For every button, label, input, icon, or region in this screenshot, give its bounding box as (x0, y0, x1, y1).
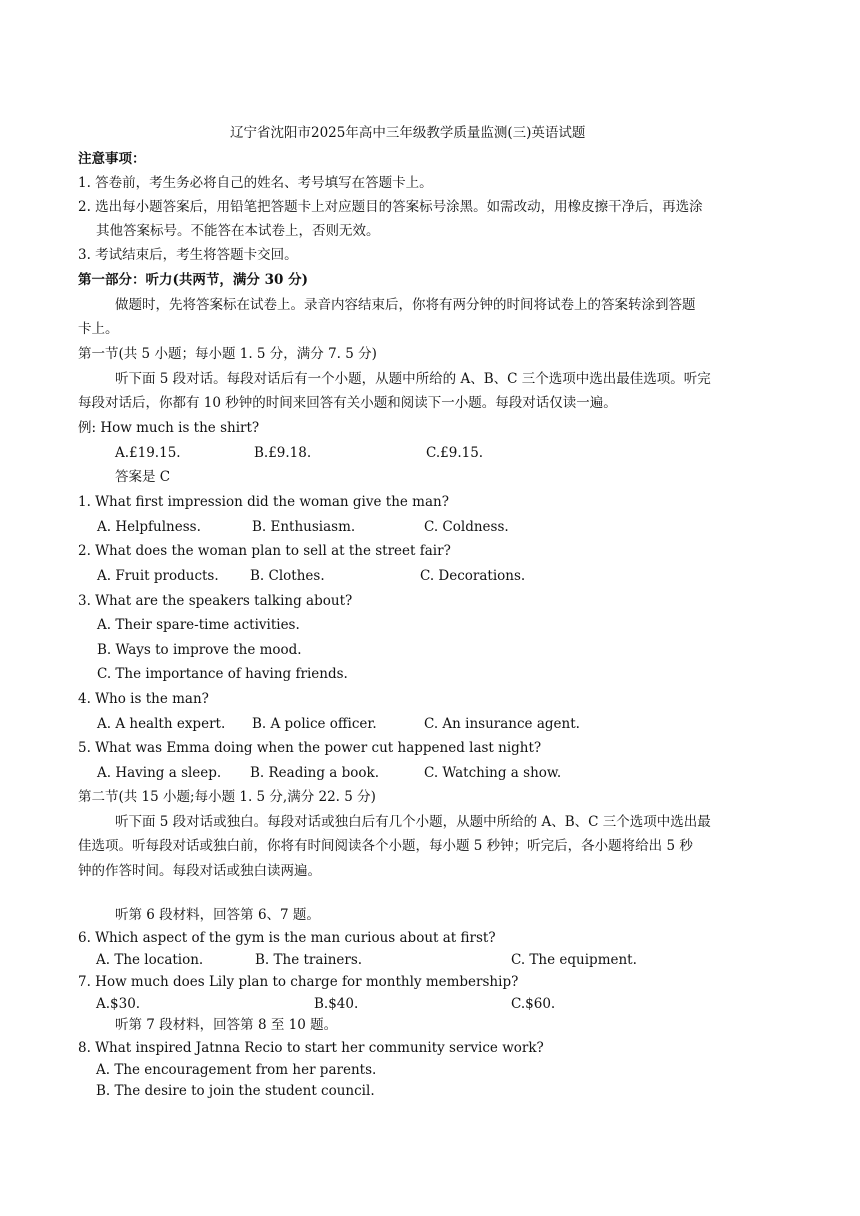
q8-option-b: B. The desire to join the student council. (96, 1083, 375, 1099)
q8-option-a: A. The encouragement from her parents. (96, 1062, 377, 1078)
section1-heading: 第一节(共 5 小题；每小题 1. 5 分，满分 7. 5 分) (78, 346, 377, 362)
q6-option-c: C. The equipment. (511, 952, 637, 968)
q7-option-c: C.$60. (511, 996, 556, 1012)
part1-intro-continued: 卡上。 (78, 321, 119, 337)
question-7: 7. How much does Lily plan to charge for monthly membership? (78, 974, 519, 990)
q5-option-a: A. Having a sleep. (97, 765, 222, 781)
q4-option-c: C. An insurance agent. (424, 716, 580, 732)
question-5: 5. What was Emma doing when the power cut happened last night? (78, 740, 542, 756)
q4-option-a: A. A health expert. (97, 716, 226, 732)
q7-option-b: B.$40. (314, 996, 359, 1012)
section2-instructions-continued: 佳选项。听每段对话或独白前，你将有时间阅读各个小题，每小题 5 秒钟；听完后，各小题将给出 5 秒 (78, 838, 693, 854)
notice-heading: 注意事项： (78, 151, 146, 167)
notice-item-continued: 其他答案标号。不能答在本试卷上，否则无效。 (96, 223, 380, 239)
q1-option-b: B. Enthusiasm. (252, 519, 356, 535)
material-6-heading: 听第 6 段材料，回答第 6、7 题。 (115, 907, 320, 923)
part1-heading: 第一部分：听力(共两节，满分 30 分) (78, 272, 308, 288)
example-answer: 答案是 C (115, 469, 171, 485)
question-6: 6. Which aspect of the gym is the man curious about at first? (78, 930, 496, 946)
part1-intro: 做题时，先将答案标在试卷上。录音内容结束后，你将有两分钟的时间将试卷上的答案转涂到答题 (115, 297, 696, 313)
example-option-a: A.£19.15. (115, 445, 181, 461)
question-1: 1. What first impression did the woman give the man? (78, 494, 449, 510)
question-4: 4. Who is the man? (78, 691, 209, 707)
page-title: 辽宁省沈阳市2025年高中三年级教学质量监测(三)英语试题 (230, 125, 586, 141)
q5-option-b: B. Reading a book. (250, 765, 380, 781)
notice-item: 1. 答卷前，考生务必将自己的姓名、考号填写在答题卡上。 (78, 175, 433, 191)
notice-item: 3. 考试结束后，考生将答题卡交回。 (78, 247, 298, 263)
q4-option-b: B. A police officer. (252, 716, 377, 732)
section2-heading: 第二节(共 15 小题;每小题 1. 5 分,满分 22. 5 分) (78, 789, 376, 805)
material-7-heading: 听第 7 段材料，回答第 8 至 10 题。 (115, 1017, 338, 1033)
notice-item: 2. 选出每小题答案后，用铅笔把答题卡上对应题目的答案标号涂黑。如需改动，用橡皮擦干净后，再选涂 (78, 199, 703, 215)
q3-option-a: A. Their spare-time activities. (97, 617, 300, 633)
q1-option-c: C. Coldness. (424, 519, 509, 535)
question-2: 2. What does the woman plan to sell at the street fair? (78, 543, 451, 559)
q6-option-b: B. The trainers. (255, 952, 363, 968)
q6-option-a: A. The location. (96, 952, 204, 968)
question-8: 8. What inspired Jatnna Recio to start her community service work? (78, 1040, 544, 1056)
section2-instructions-continued: 钟的作答时间。每段对话或独白读两遍。 (78, 863, 321, 879)
q2-option-c: C. Decorations. (420, 568, 526, 584)
example-option-c: C.£9.15. (426, 445, 484, 461)
q3-option-c: C. The importance of having friends. (97, 666, 348, 682)
section1-instructions: 听下面 5 段对话。每段对话后有一个小题，从题中所给的 A、B、C 三个选项中选出最佳选项。听完 (115, 371, 711, 387)
q5-option-c: C. Watching a show. (424, 765, 562, 781)
example-option-b: B.£9.18. (254, 445, 312, 461)
q2-option-b: B. Clothes. (250, 568, 325, 584)
section2-instructions: 听下面 5 段对话或独白。每段对话或独白后有几个小题，从题中所给的 A、B、C 三个选项中选出最 (115, 814, 711, 830)
question-3: 3. What are the speakers talking about? (78, 593, 353, 609)
section1-instructions-continued: 每段对话后，你都有 10 秒钟的时间来回答有关小题和阅读下一小题。每段对话仅读一遍。 (78, 395, 617, 411)
q3-option-b: B. Ways to improve the mood. (97, 642, 302, 658)
q2-option-a: A. Fruit products. (97, 568, 219, 584)
q1-option-a: A. Helpfulness. (97, 519, 201, 535)
example-question: 例: How much is the shirt? (78, 420, 260, 436)
q7-option-a: A.$30. (96, 996, 141, 1012)
